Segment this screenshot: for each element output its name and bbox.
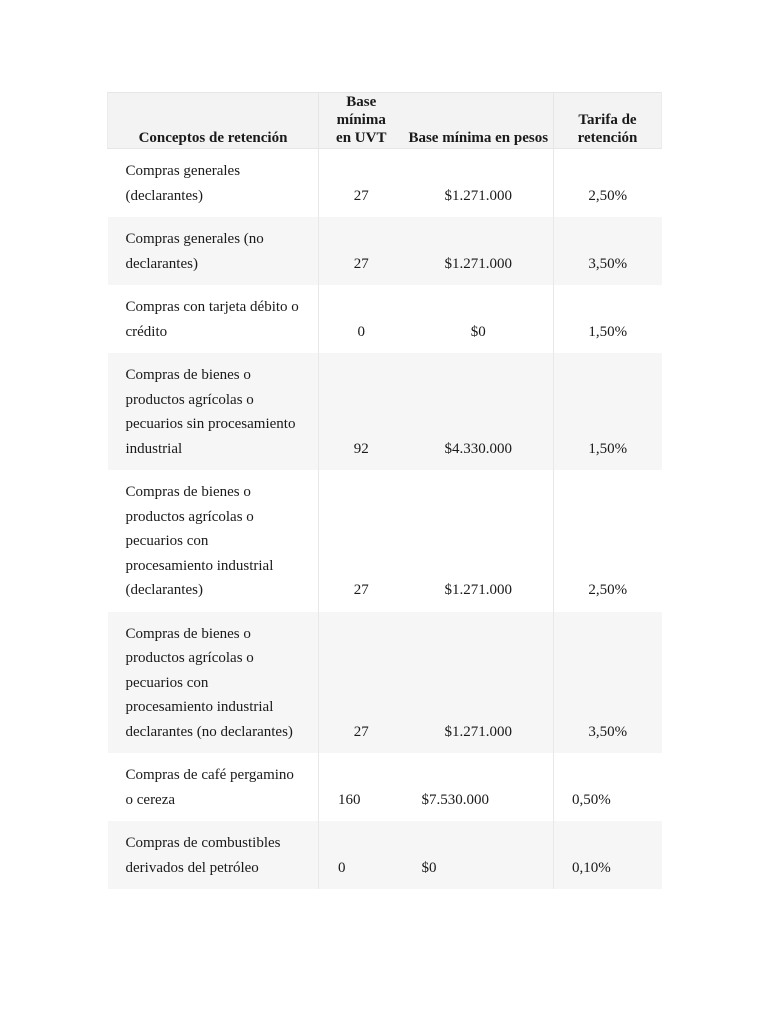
cell-base-pesos: $1.271.000 bbox=[444, 255, 512, 272]
concepto-line: crédito bbox=[125, 323, 168, 340]
cell-tarifa: 2,50% bbox=[554, 149, 662, 218]
header-base-pesos bbox=[404, 93, 554, 149]
header-row bbox=[108, 93, 662, 149]
cell-concepto bbox=[108, 753, 319, 821]
cell-base-uvt: 0 bbox=[319, 821, 404, 889]
cell-concepto bbox=[108, 470, 319, 612]
table-row bbox=[108, 821, 662, 889]
header-base-uvt-line1: Base mínima bbox=[336, 94, 386, 128]
header-tarifa-line1: Tarifa de bbox=[578, 112, 637, 128]
cell-concepto bbox=[108, 149, 319, 218]
concepto-line: Compras generales (no bbox=[125, 231, 264, 247]
concepto-line: Compras de bienes o bbox=[125, 484, 251, 500]
table-row bbox=[108, 470, 662, 612]
table-row bbox=[108, 149, 662, 218]
cell-base-pesos: $0 bbox=[421, 859, 437, 876]
concepto-line: (declarantes) bbox=[125, 582, 203, 598]
header-base-pesos-label: Base mínima en pesos bbox=[408, 130, 549, 146]
header-concepto-label: Conceptos de retención bbox=[138, 130, 288, 146]
retention-table bbox=[107, 92, 662, 889]
concepto-line: Compras de café pergamino bbox=[125, 767, 294, 783]
header-concepto bbox=[108, 93, 319, 149]
concepto-line: productos agrícolas o bbox=[125, 650, 254, 666]
header-base-uvt bbox=[319, 93, 404, 149]
cell-base-uvt: 0 bbox=[319, 285, 404, 353]
concepto-line: Compras de combustibles bbox=[125, 835, 281, 851]
concepto-line: Compras de bienes o bbox=[125, 625, 251, 642]
cell-tarifa: 3,50% bbox=[554, 612, 662, 754]
cell-base-uvt: 160 bbox=[319, 753, 404, 821]
concepto-line: productos agrícolas o bbox=[125, 508, 254, 525]
cell-concepto bbox=[108, 821, 319, 889]
cell-tarifa: 1,50% bbox=[554, 353, 662, 470]
cell-base-pesos: $1.271.000 bbox=[444, 187, 512, 204]
table-row bbox=[108, 353, 662, 470]
concepto-line: (declarantes) bbox=[125, 187, 203, 204]
header-tarifa bbox=[554, 93, 662, 149]
cell-tarifa: 2,50% bbox=[554, 470, 662, 612]
concepto-line: Compras de bienes o bbox=[125, 367, 251, 383]
table-row bbox=[108, 285, 662, 353]
cell-base-uvt: 27 bbox=[319, 470, 404, 612]
cell-base-uvt: 27 bbox=[319, 149, 404, 218]
cell-base-uvt: 27 bbox=[319, 612, 404, 754]
concepto-line: procesamiento industrial bbox=[125, 699, 274, 715]
concepto-line: declarantes (no declarantes) bbox=[125, 723, 293, 740]
cell-tarifa: 3,50% bbox=[554, 217, 662, 285]
concepto-line: Compras con tarjeta débito o bbox=[125, 299, 299, 315]
cell-base-pesos: $7.530.000 bbox=[421, 791, 489, 808]
cell-concepto bbox=[108, 285, 319, 353]
table-body bbox=[108, 149, 662, 890]
cell-base-pesos: $1.271.000 bbox=[444, 582, 512, 598]
cell-base-pesos: $4.330.000 bbox=[444, 440, 512, 457]
cell-concepto bbox=[108, 612, 319, 754]
cell-tarifa: 1,50% bbox=[554, 285, 662, 353]
header-tarifa-line2: retención bbox=[577, 130, 638, 146]
table-row bbox=[108, 612, 662, 754]
table-row bbox=[108, 217, 662, 285]
cell-base-pesos: $0 bbox=[470, 323, 486, 340]
concepto-line: pecuarios con bbox=[125, 533, 209, 549]
cell-base-pesos: $1.271.000 bbox=[444, 723, 512, 740]
cell-concepto bbox=[108, 353, 319, 470]
cell-tarifa: 0,10% bbox=[554, 821, 662, 889]
cell-concepto bbox=[108, 217, 319, 285]
header-base-uvt-line2: en UVT bbox=[336, 130, 387, 146]
concepto-line: pecuarios sin procesamiento bbox=[125, 416, 296, 432]
table-row bbox=[108, 753, 662, 821]
concepto-line: productos agrícolas o bbox=[125, 391, 254, 408]
concepto-line: derivados del petróleo bbox=[125, 859, 259, 876]
concepto-line: declarantes) bbox=[125, 255, 198, 272]
concepto-line: procesamiento industrial bbox=[125, 557, 274, 574]
cell-tarifa: 0,50% bbox=[554, 753, 662, 821]
concepto-line: o cereza bbox=[125, 791, 176, 808]
table-header bbox=[108, 93, 662, 149]
cell-base-uvt: 27 bbox=[319, 217, 404, 285]
concepto-line: pecuarios con bbox=[125, 674, 209, 691]
concepto-line: industrial bbox=[125, 440, 183, 457]
cell-base-uvt: 92 bbox=[319, 353, 404, 470]
concepto-line: Compras generales bbox=[125, 163, 241, 179]
